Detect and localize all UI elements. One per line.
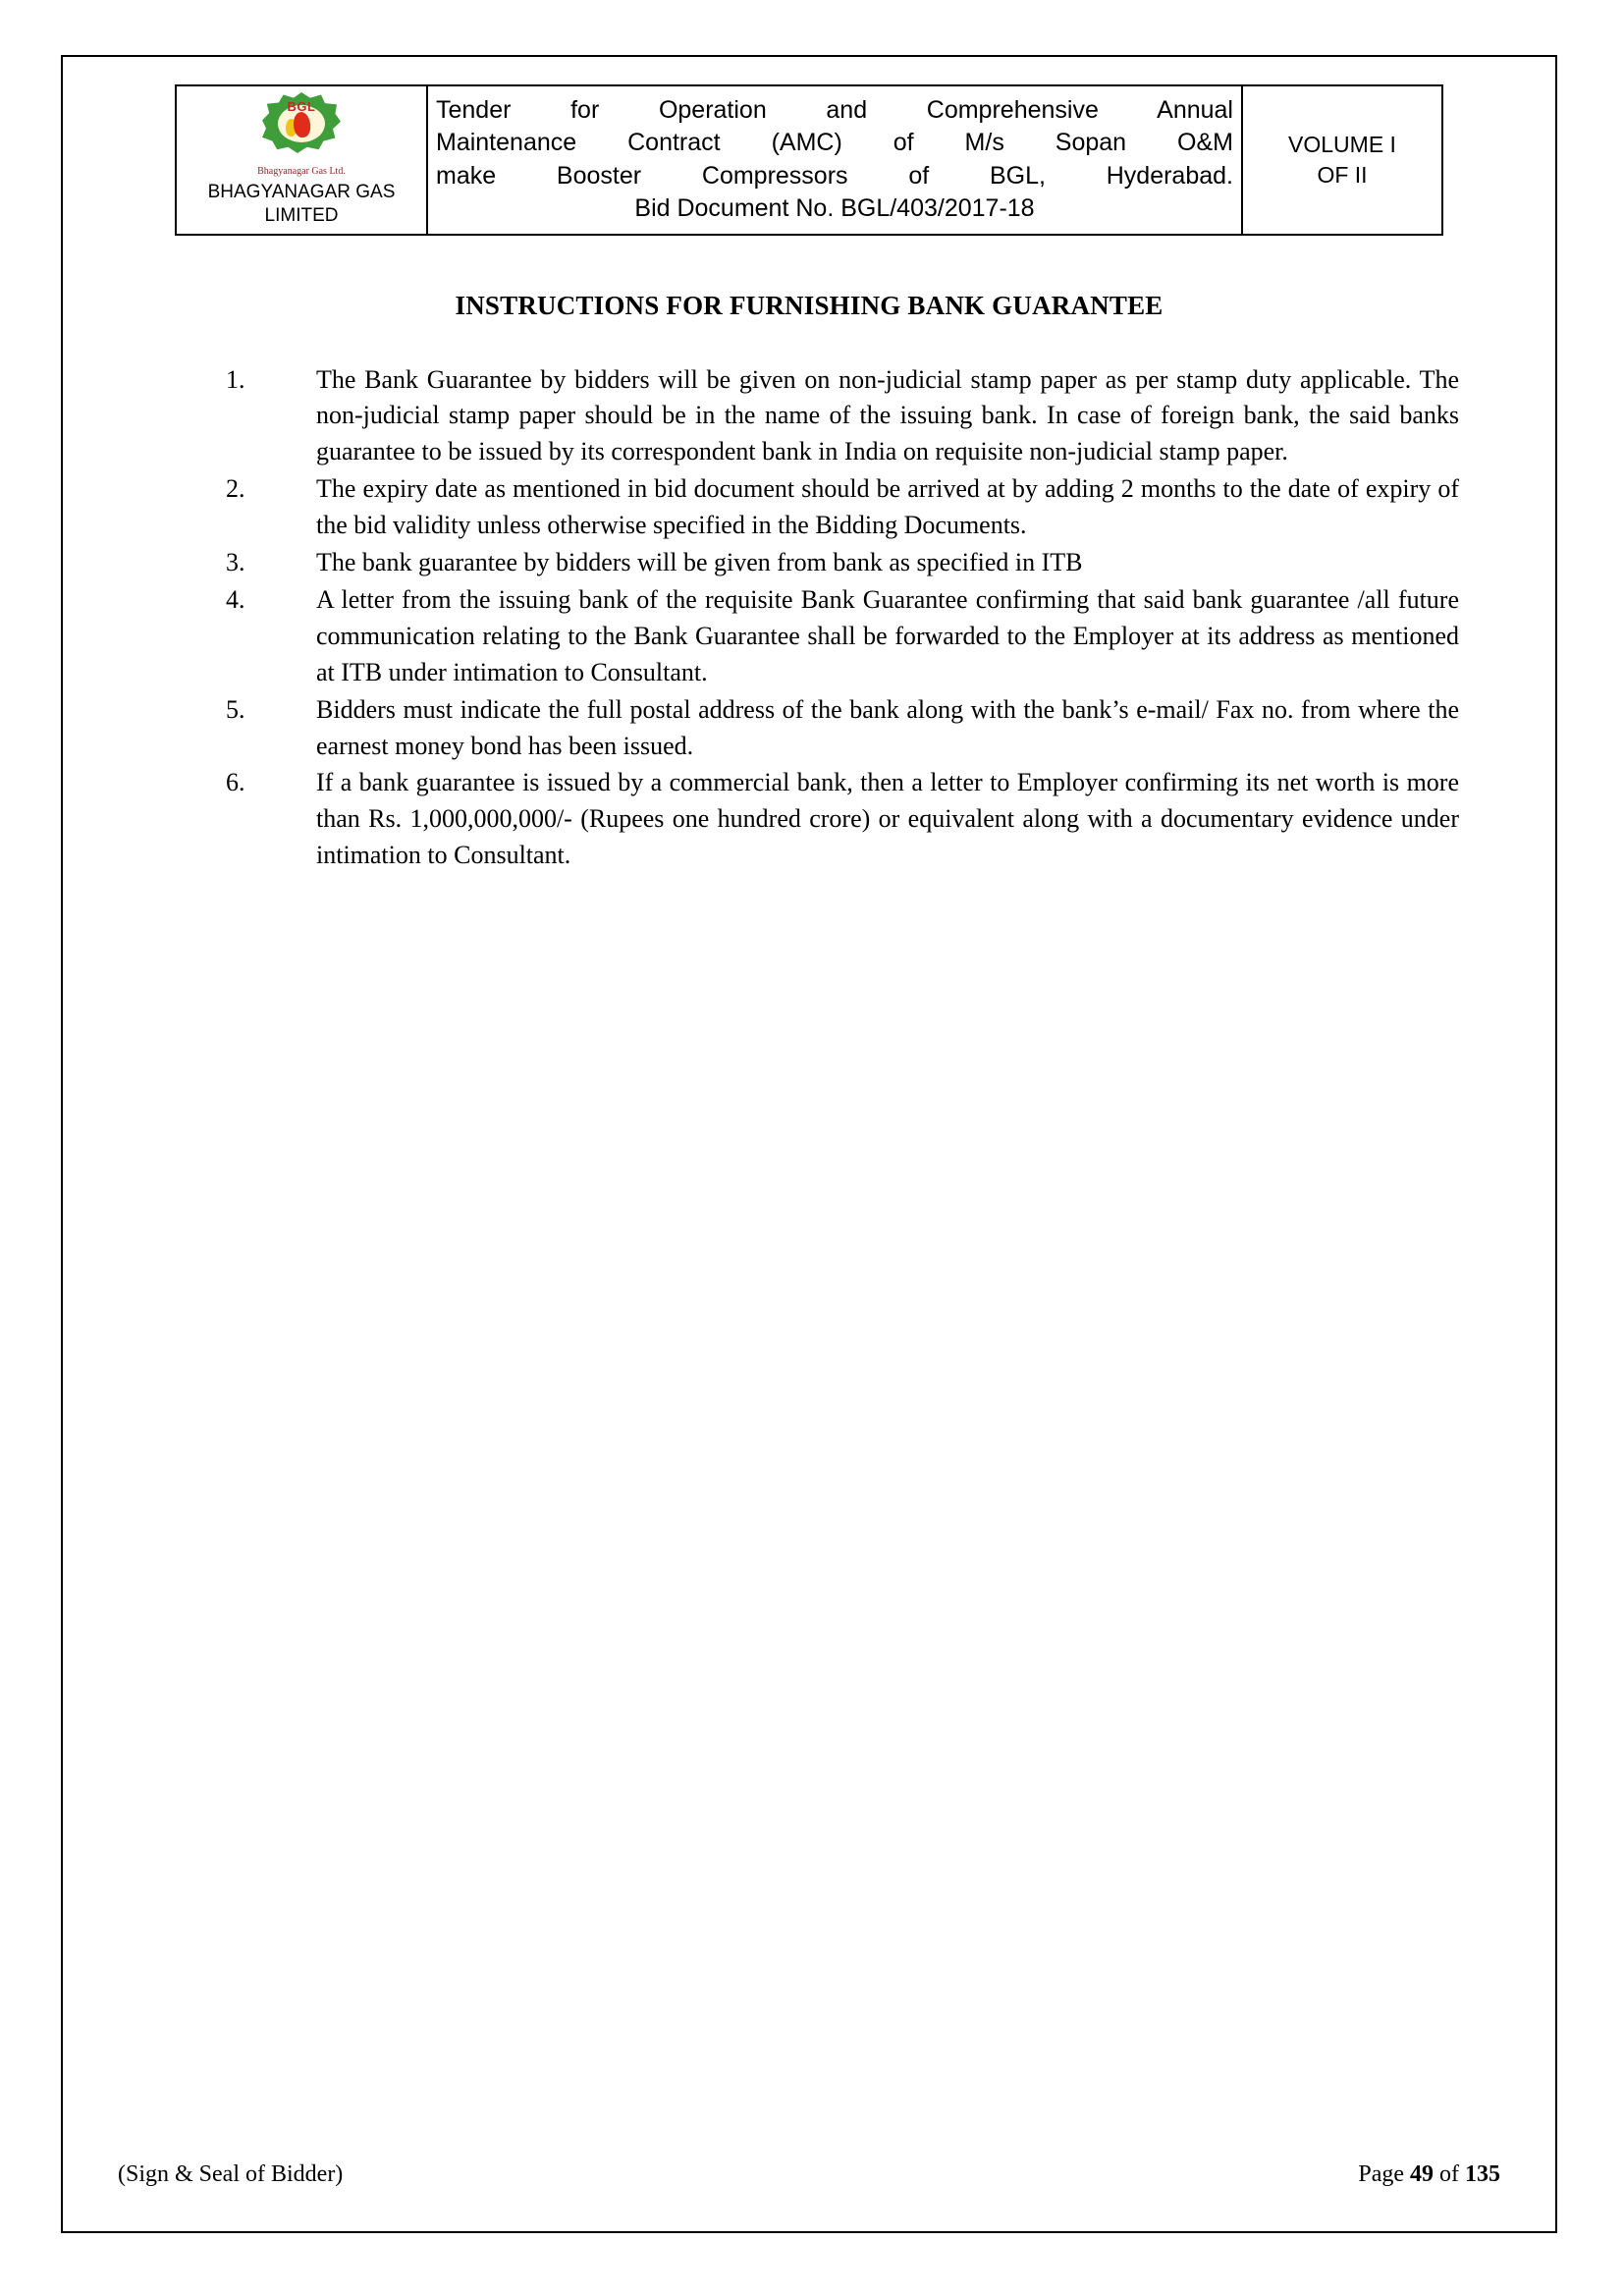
logo-abbr-text: BGL: [287, 99, 316, 114]
bgl-logo-icon: [256, 92, 347, 169]
clause-item: [226, 765, 1459, 874]
clause-number: 2.: [226, 474, 245, 504]
volume-line-1: VOLUME I: [1288, 131, 1396, 157]
clause-text: If a bank guarantee is issued by a commercial bank, then a letter to Employer confirming its net worth is more than Rs. 1,000,000,000/- (Rupees one hundred crore) or equivalent along with a documentary evidence under intimation to Consultant.: [316, 768, 1459, 870]
footer-of-word: of: [1434, 2161, 1465, 2187]
clause-number: 3.: [226, 548, 245, 577]
header-row: [176, 85, 1442, 235]
clause-text: Bidders must indicate the full postal address of the bank along with the bank’s e-mail/ Fax no. from where the earnest money bond has been issued.: [316, 694, 1459, 760]
footer-current-page: 49: [1410, 2161, 1434, 2187]
clause-item: [226, 362, 1459, 471]
header-volume-cell: [1242, 85, 1442, 235]
logo-subtitle: Bhagyanagar Gas Ltd.: [257, 166, 346, 177]
tender-title-line-1: Tender for Operation and Comprehensive Annual: [436, 95, 1233, 124]
header-logo-cell: [176, 85, 427, 235]
document-page: [61, 55, 1557, 2233]
page-footer: [118, 2161, 1500, 2188]
volume-line-2: OF II: [1317, 161, 1368, 188]
clause-text: The expiry date as mentioned in bid document should be arrived at by adding 2 months to the date of expiry of the bid validity unless otherwise specified in the Bidding Documents.: [316, 474, 1459, 540]
company-name-line1: BHAGYANAGAR GAS: [207, 182, 396, 202]
clause-text: A letter from the issuing bank of the requisite Bank Guarantee confirming that said bank guarantee /all future communication relating to the Bank Guarantee shall be forwarded to the Employer at its address as mentioned at ITB under intimation to Consultant.: [316, 584, 1459, 686]
clause-item: [226, 692, 1459, 765]
footer-page-number: [1358, 2161, 1500, 2188]
footer-page-word: Page: [1358, 2161, 1410, 2187]
clause-list: [118, 362, 1500, 875]
tender-title-line-3: make Booster Compressors of BGL, Hyderabad.: [436, 161, 1233, 190]
footer-signature-label: (Sign & Seal of Bidder): [118, 2161, 344, 2187]
clause-text: The bank guarantee by bidders will be given from bank as specified in ITB: [316, 548, 1083, 577]
company-name-line2: LIMITED: [264, 204, 339, 226]
clause-item: [226, 471, 1459, 544]
document-header-table: [175, 84, 1443, 236]
tender-title-line-2: Maintenance Contract (AMC) of M/s Sopan O&M: [436, 129, 1233, 157]
clause-item: [226, 582, 1459, 691]
header-title-cell: [427, 85, 1242, 235]
bid-document-number: Bid Document No. BGL/403/2017-18: [634, 194, 1035, 223]
clause-number: 1.: [226, 364, 245, 394]
clause-text: The Bank Guarantee by bidders will be given on non-judicial stamp paper as per stamp duty applicable. The non-judicial stamp paper should be in the name of the issuing bank. In case of foreign bank, the said banks guarantee to be issued by its correspondent bank in India on requisite non-judicial stamp paper.: [316, 364, 1459, 466]
clause-item: [226, 545, 1459, 581]
footer-total-pages: 135: [1465, 2161, 1500, 2187]
clause-number: 5.: [226, 694, 245, 724]
clause-number: 6.: [226, 768, 245, 797]
page-title: INSTRUCTIONS FOR FURNISHING BANK GUARANTEE: [455, 290, 1164, 320]
clause-number: 4.: [226, 584, 245, 614]
